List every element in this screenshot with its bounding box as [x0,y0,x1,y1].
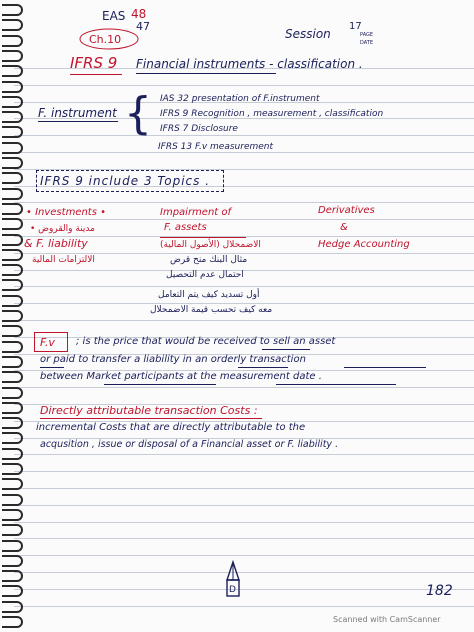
spiral-ring [2,4,23,16]
arabic-note: معه كيف تحسب قيمة الاضمحلال [150,305,273,315]
ruled-line [14,253,474,254]
fv-underline [276,384,396,385]
ruled-line [14,270,474,271]
spiral-ring [2,19,23,31]
ruled-line [14,202,474,203]
spiral-ring [2,601,23,613]
fv-underline [262,349,310,350]
fv-underline [104,384,216,385]
ruled-line [14,387,474,388]
ruled-line [14,522,474,523]
spiral-ring [2,279,23,291]
ruled-line [14,471,474,472]
spiral-ring [2,50,23,62]
spiral-ring [2,35,23,47]
instrument-item: IAS 32 presentation of F.instrument [160,94,320,104]
spiral-ring [2,325,23,337]
spiral-ring [2,234,23,246]
spiral-ring [2,540,23,552]
spiral-ring [2,371,23,383]
fv-line: or paid to transfer a liability in an orderly transaction [40,354,306,365]
topic-investments: • Investments • [26,207,107,218]
fv-line: ; is the price that would be received to sell an asset [76,336,336,347]
spiral-ring [2,509,23,521]
spiral-ring [2,81,23,93]
spiral-ring [2,65,23,77]
ruled-line [14,488,474,489]
ruled-line [14,505,474,506]
topics-heading-box [36,170,224,192]
eas-label: EAS [102,9,126,23]
spiral-ring [2,188,23,200]
fv-underline [238,367,288,368]
chapter-oval [78,27,140,51]
title-text-underline [136,73,276,74]
costs-heading: Directly attributable transaction Costs : [40,404,258,417]
title-ifrs: IFRS 9 [70,54,118,72]
spiral-ring [2,249,23,261]
spiral-ring [2,555,23,567]
spiral-ring [2,494,23,506]
ruled-line [14,286,474,287]
topics-heading: IFRS 9 include 3 Topics . [40,174,211,188]
spiral-ring [2,126,23,138]
instrument-item: IFRS 9 Recognition , measurement , classification [160,109,384,119]
fv-underline [344,367,426,368]
ruled-line [14,454,474,455]
spiral-ring [2,203,23,215]
ruled-line [14,589,474,590]
spiral-ring [2,142,23,154]
arabic-note: أول تسديد كيف يتم التعامل [158,290,260,300]
costs-heading-underline [40,418,262,419]
instrument-item: IFRS 13 F.v measurement [158,142,274,152]
topic-liability-arabic: الالتزامات المالية [32,255,95,265]
session-number: 17 [349,21,362,32]
spiral-ring [2,172,23,184]
chapter-label: Ch.10 [89,33,122,46]
spiral-ring [2,478,23,490]
instrument-lead: F. instrument [38,106,117,120]
spiral-ring [2,432,23,444]
topic-impairment: Impairment of [160,207,232,218]
instrument-lead-underline [38,121,118,122]
topic-ampersand: & [340,222,348,233]
topic-investments-arabic: • مدينة والقروض [30,224,95,234]
topic-liability: & F. liability [24,237,88,250]
session-label: Session [285,27,331,41]
spiral-ring [2,310,23,322]
spiral-ring [2,402,23,414]
costs-line: incremental Costs that are directly attributable to the [36,422,306,433]
title-underline [70,74,122,75]
spiral-ring [2,264,23,276]
spiral-ring [2,341,23,353]
spiral-ring [2,585,23,597]
fv-underline [40,367,64,368]
spiral-ring [2,218,23,230]
fv-line: between Market participants at the measurement date . [40,371,322,382]
instrument-brace: { [124,88,152,139]
spiral-ring [2,524,23,536]
arabic-note: مثال البنك منح قرض [170,255,248,265]
ruled-line [14,572,474,573]
fv-term: F.v [40,336,55,349]
page-label: PAGE [360,32,374,38]
spiral-ring [2,570,23,582]
ruled-line [14,320,474,321]
fv-term-box [34,332,68,352]
topic-assets-underline [160,237,246,238]
topic-derivatives: Derivatives [318,205,375,216]
spiral-ring [2,356,23,368]
spiral-ring [2,111,23,123]
topic-hedge: Hedge Accounting [318,239,410,250]
spiral-ring [2,157,23,169]
ruled-line [14,85,474,86]
ruled-line [14,135,474,136]
scanner-watermark: Scanned with CamScanner [333,615,441,624]
instrument-item: IFRS 7 Disclosure [160,124,238,134]
ruled-line [14,538,474,539]
page-number: 182 [426,583,453,599]
ruled-line [14,152,474,153]
ruled-line [14,219,474,220]
ruled-line [14,555,474,556]
spiral-binding [0,0,24,632]
spiral-ring [2,417,23,429]
date-label: DATE [360,40,374,46]
ruled-line [14,303,474,304]
spiral-ring [2,463,23,475]
costs-line: acqusition , issue or disposal of a Financial asset or F. liability . [40,439,339,450]
arabic-note: الاضمحلال (الأصول المالية) [160,240,261,250]
spiral-ring [2,448,23,460]
title-text: Financial instruments - classification . [136,57,363,71]
eas-number: 48 [131,7,147,21]
spiral-ring [2,96,23,108]
topic-assets: F. assets [164,222,207,233]
ruled-line [14,606,474,607]
arabic-note: احتمال عدم التحصيل [166,270,244,280]
spiral-ring [2,295,23,307]
spiral-ring [2,387,23,399]
spiral-ring [2,616,23,628]
eas-number-2: 47 [136,20,150,33]
logo-letter: D [229,585,236,595]
